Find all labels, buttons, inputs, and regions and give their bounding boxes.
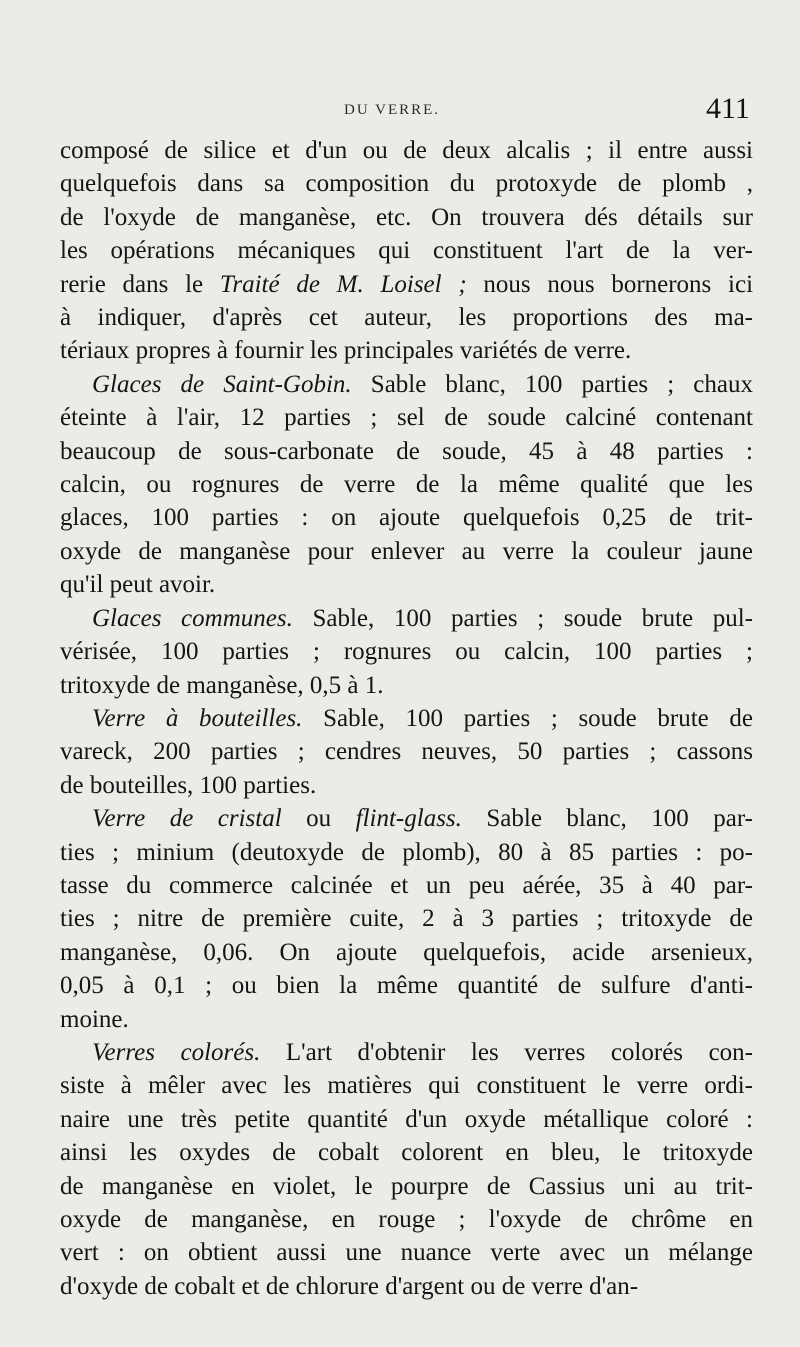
text-run: calcin, ou rognures de verre de la même qualité que les xyxy=(60,471,753,499)
text-run: tériaux propres à fournir les principales variétés de verre. xyxy=(60,337,632,365)
text-line xyxy=(60,702,753,735)
text-line xyxy=(60,1003,753,1036)
text-line xyxy=(60,769,753,802)
text-line xyxy=(60,301,753,334)
text-run: les opérations mécaniques qui constituent l'art de la ver- xyxy=(60,237,753,265)
text-run: de l'oxyde de manganèse, etc. On trouvera dés détails sur xyxy=(60,203,753,231)
running-title: DU VERRE. xyxy=(344,102,441,118)
paragraph xyxy=(60,802,753,1036)
text-line xyxy=(60,936,753,969)
text-run: ainsi les oxydes de cobalt colorent en bleu, le tritoxyde xyxy=(60,1139,753,1167)
text-run: quelquefois dans sa composition du protoxyde de plomb , xyxy=(60,170,753,198)
text-run: ties ; nitre de première cuite, 2 à 3 parties ; tritoxyde de xyxy=(60,905,753,933)
text-run: de bouteilles, 100 parties. xyxy=(60,771,317,799)
text-run: naire une très petite quantité d'un oxyde métallique coloré : xyxy=(60,1105,753,1133)
text-line xyxy=(60,1136,753,1169)
italic-run: Verres colorés. xyxy=(92,1038,261,1066)
text-line xyxy=(60,802,753,835)
text-line xyxy=(60,1270,753,1303)
text-run: Sable, 100 parties ; soude brute pul- xyxy=(292,604,754,632)
paragraph xyxy=(60,134,753,368)
text-run: tritoxyde de manganèse, 0,5 à 1. xyxy=(60,671,384,699)
body-text xyxy=(60,134,753,1303)
paragraph xyxy=(60,1036,753,1303)
text-line xyxy=(60,334,753,367)
text-run: qu'il peut avoir. xyxy=(60,571,216,599)
text-line xyxy=(60,468,753,501)
text-run: L'art d'obtenir les verres colorés con- xyxy=(260,1038,753,1066)
text-run: nous nous bornerons ici xyxy=(466,270,754,298)
text-run: de manganèse en violet, le pourpre de Cassius uni au trit- xyxy=(60,1172,753,1200)
paragraph xyxy=(60,702,753,802)
text-line xyxy=(60,134,753,167)
text-run: glaces, 100 parties : on ajoute quelquefois 0,25 de trit- xyxy=(60,504,753,532)
text-run: d'oxyde de cobalt et de chlorure d'argent ou de verre d'an- xyxy=(60,1272,639,1300)
text-line xyxy=(60,1036,753,1069)
text-run: Sable blanc, 100 parties ; chaux xyxy=(351,370,753,398)
text-line xyxy=(60,1069,753,1102)
text-run: oxyde de manganèse pour enlever au verre la couleur jaune xyxy=(60,537,753,565)
text-line xyxy=(60,669,753,702)
text-run: vert : on obtient aussi une nuance verte avec un mélange xyxy=(60,1239,753,1267)
text-run: vérisée, 100 parties ; rognures ou calcin, 100 parties ; xyxy=(60,638,753,666)
italic-run: Verre à bouteilles. xyxy=(92,704,303,732)
page-number: 411 xyxy=(706,92,750,125)
text-run: rerie dans le xyxy=(60,270,220,298)
text-line xyxy=(60,836,753,869)
page-header xyxy=(0,92,800,136)
paragraph xyxy=(60,368,753,602)
text-line xyxy=(60,401,753,434)
text-run: manganèse, 0,06. On ajoute quelquefois, acide arsenieux, xyxy=(60,938,753,966)
italic-run: Glaces de Saint-Gobin. xyxy=(92,370,352,398)
text-run: oxyde de manganèse, en rouge ; l'oxyde de chrôme en xyxy=(60,1206,753,1233)
text-run: beaucoup de sous-carbonate de soude, 45 à 48 parties : xyxy=(60,437,753,465)
text-line xyxy=(60,201,753,234)
italic-run: Verre de cristal xyxy=(92,805,282,833)
text-line xyxy=(60,268,753,301)
text-run: 0,05 à 0,1 ; ou bien la même quantité de sulfure d'anti- xyxy=(60,972,753,1000)
text-line xyxy=(60,1170,753,1203)
paragraph xyxy=(60,602,753,702)
text-run: vareck, 200 parties ; cendres neuves, 50 parties ; cassons xyxy=(60,738,753,766)
text-line xyxy=(60,969,753,1002)
italic-run: Glaces communes. xyxy=(92,604,293,632)
text-line xyxy=(60,535,753,568)
text-line xyxy=(60,902,753,935)
text-run: siste à mêler avec les matières qui constituent le verre ordi- xyxy=(60,1072,753,1100)
text-line xyxy=(60,167,753,200)
text-line xyxy=(60,1203,753,1236)
text-run: Sable blanc, 100 par- xyxy=(461,805,753,833)
text-line xyxy=(60,234,753,267)
text-run: Sable, 100 parties ; soude brute de xyxy=(302,704,753,732)
text-line xyxy=(60,435,753,468)
text-line xyxy=(60,602,753,635)
text-line xyxy=(60,368,753,401)
italic-run: flint-glass. xyxy=(355,805,462,833)
text-run: composé de silice et d'un ou de deux alcalis ; il entre aussi xyxy=(60,137,753,164)
text-line xyxy=(60,568,753,601)
text-line xyxy=(60,1103,753,1136)
text-line xyxy=(60,501,753,534)
text-line xyxy=(60,869,753,902)
text-run: ties ; minium (deutoxyde de plomb), 80 à 85 parties : po- xyxy=(60,838,753,866)
text-line xyxy=(60,635,753,668)
text-line xyxy=(60,735,753,768)
text-run: à indiquer, d'après cet auteur, les proportions des ma- xyxy=(60,304,753,332)
italic-run: Traité de M. Loisel ; xyxy=(219,270,467,298)
text-run: éteinte à l'air, 12 parties ; sel de soude calciné contenant xyxy=(60,404,753,432)
text-line xyxy=(60,1236,753,1269)
text-run: tasse du commerce calcinée et un peu aérée, 35 à 40 par- xyxy=(60,871,753,899)
text-run: moine. xyxy=(60,1005,129,1033)
text-run: ou xyxy=(281,805,356,833)
